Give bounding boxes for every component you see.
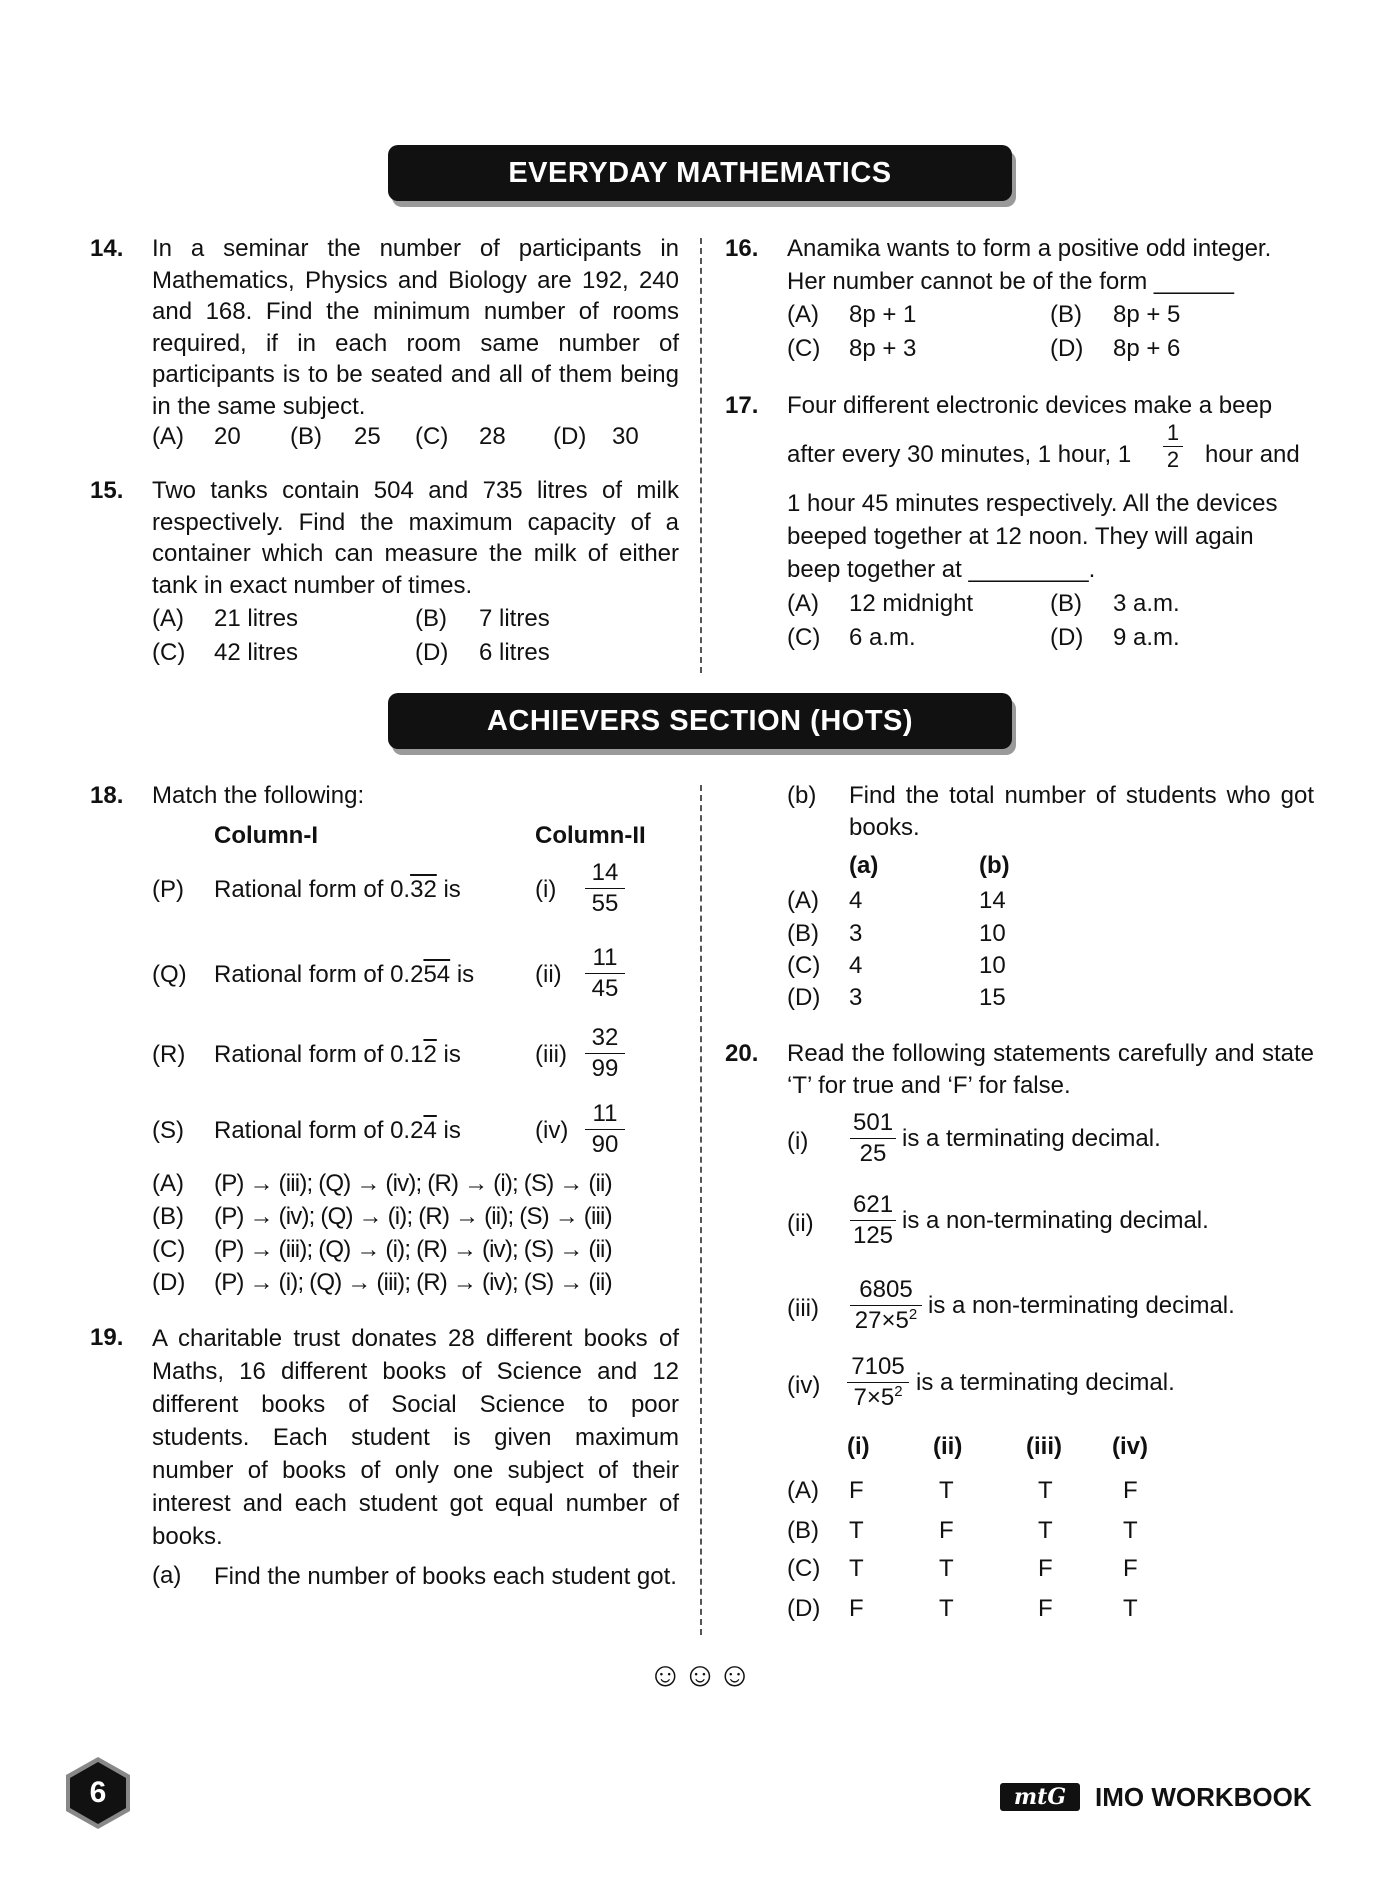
row-label: (P) <box>152 876 184 903</box>
option-label: (B) <box>290 423 322 450</box>
option-value-a: 4 <box>849 952 863 979</box>
option-label: (D) <box>553 423 587 450</box>
question-text: 1 hour 45 minutes respectively. All the devices <box>787 490 1278 517</box>
statement-text: is a non-terminating decimal. <box>928 1292 1235 1319</box>
statement-text: is a terminating decimal. <box>916 1369 1175 1396</box>
option-value: 3 a.m. <box>1113 590 1180 617</box>
question-text: beep together at _________. <box>787 556 1096 583</box>
option-label: (C) <box>787 952 821 979</box>
option-label: (A) <box>152 1170 184 1197</box>
option-label: (C) <box>787 335 821 362</box>
statement-label: (iv) <box>787 1372 821 1399</box>
option-value: 9 a.m. <box>1113 624 1180 651</box>
question-text: Four different electronic devices make a beep <box>787 392 1273 419</box>
repeating-digits: 4 <box>423 1117 437 1144</box>
option-value-b: 14 <box>979 887 1006 914</box>
roman-label: (i) <box>535 876 557 903</box>
option-value-a: 4 <box>849 887 863 914</box>
question-number: 20. <box>725 1040 759 1067</box>
option-cell: T <box>939 1595 954 1622</box>
option-value: 21 litres <box>214 605 299 632</box>
roman-label: (iv) <box>535 1117 569 1144</box>
option-cell: T <box>1038 1517 1053 1544</box>
option-cell: F <box>849 1595 864 1622</box>
question-number: 18. <box>90 782 124 809</box>
fraction: $\frac{11}{90}$ <box>585 1099 625 1160</box>
fraction: $\frac{7105}{7\times 5^2}$ <box>847 1352 909 1413</box>
table-header: (iii) <box>1026 1433 1062 1460</box>
table-header: (i) <box>847 1433 870 1460</box>
column-i-header: Column-I <box>214 822 318 849</box>
section-banner-achievers: ACHIEVERS SECTION (HOTS) <box>388 693 1012 749</box>
smiley-icons: ☺☺☺ <box>648 1656 753 1694</box>
row-label: (Q) <box>152 961 187 988</box>
question-number: 16. <box>725 235 759 262</box>
option-label: (C) <box>152 639 186 666</box>
option-value: 12 midnight <box>849 590 974 617</box>
sub-question-label: (a) <box>152 1562 182 1589</box>
option-cell: F <box>1038 1555 1053 1582</box>
option-value: 8p + 6 <box>1113 335 1181 362</box>
option-cell: T <box>939 1555 954 1582</box>
repeating-digits: 2 <box>423 1041 437 1068</box>
mtg-logo: mtG <box>1000 1783 1080 1811</box>
option-label: (B) <box>415 605 447 632</box>
question-text: Read the following statements carefully and state ‘T’ for true and ‘F’ for false. <box>787 1040 1314 1099</box>
fraction: $\frac{501}{25}$ <box>850 1108 896 1169</box>
option-value: (P) → (iv); (Q) → (i); (R) → (ii); (S) → (iii) <box>214 1203 612 1230</box>
option-cell: F <box>1123 1477 1138 1504</box>
match-row <box>152 1039 185 1071</box>
option-label: (B) <box>787 920 819 947</box>
workbook-title: IMO WORKBOOK <box>1095 1782 1312 1812</box>
question-number: 14. <box>90 235 124 262</box>
fraction: $\frac{32}{99}$ <box>585 1023 625 1084</box>
match-row-text: Rational form of 0.24 is <box>214 1117 461 1144</box>
option-label: (D) <box>415 639 449 666</box>
option-value: 25 <box>354 423 381 450</box>
option-label: (D) <box>152 1269 186 1296</box>
option-label: (B) <box>1050 590 1082 617</box>
section-banner-everyday: EVERYDAY MATHEMATICS <box>388 145 1012 201</box>
option-value-a: 3 <box>849 984 863 1011</box>
statement-label: (iii) <box>787 1295 819 1322</box>
option-value-b: 10 <box>979 920 1006 947</box>
option-value: (P) → (i); (Q) → (iii); (R) → (iv); (S) → (ii) <box>214 1269 612 1296</box>
option-cell: F <box>939 1517 954 1544</box>
match-row <box>152 874 184 906</box>
option-label: (B) <box>152 1203 184 1230</box>
match-row <box>152 959 187 991</box>
option-value: 6 a.m. <box>849 624 916 651</box>
question-text: Her number cannot be of the form ______ <box>787 268 1234 295</box>
repeating-digits: 54 <box>423 961 451 988</box>
match-row <box>152 1115 184 1147</box>
column-ii-header: Column-II <box>535 822 646 849</box>
fraction: $\frac{11}{45}$ <box>585 943 625 1004</box>
statement-label: (ii) <box>787 1210 814 1237</box>
option-label: (B) <box>1050 301 1082 328</box>
option-value-b: 10 <box>979 952 1006 979</box>
fraction: $\frac{621}{125}$ <box>850 1190 896 1251</box>
option-label: (B) <box>787 1517 819 1544</box>
column-divider <box>700 238 702 673</box>
table-header-a: (a) <box>849 852 879 879</box>
question-text: In a seminar the number of participants in Mathematics, Physics and Biology are 192, 240 and 168. Find the minimum number of rooms required, if in each room same number of participants is to be seated and all of them being in the same subject. <box>152 235 679 420</box>
option-value: (P) → (iii); (Q) → (iv); (R) → (i); (S) → (ii) <box>214 1170 612 1197</box>
question-number: 17. <box>725 392 759 419</box>
option-value: 8p + 5 <box>1113 301 1181 328</box>
page-number-badge <box>60 1755 136 1831</box>
sub-question-text: Find the number of books each student got. <box>214 1563 677 1590</box>
option-value: 30 <box>612 423 639 450</box>
option-cell: F <box>1123 1555 1138 1582</box>
option-label: (D) <box>787 984 821 1011</box>
option-label: (A) <box>787 590 819 617</box>
column-divider <box>700 785 702 1635</box>
question-text: hour and <box>1205 441 1300 468</box>
option-cell: T <box>849 1517 864 1544</box>
roman-label: (ii) <box>535 961 562 988</box>
fraction: $\frac{6805}{27\times 5^2}$ <box>850 1275 922 1336</box>
question-text: Match the following: <box>152 782 365 809</box>
option-value: 42 litres <box>214 639 299 666</box>
question-text: Anamika wants to form a positive odd integer. <box>787 235 1272 262</box>
mixed-fraction: $\frac{1}{2}$ <box>1163 420 1183 473</box>
option-label: (C) <box>415 423 449 450</box>
option-cell: T <box>1123 1517 1138 1544</box>
table-header-b: (b) <box>979 852 1010 879</box>
option-cell: F <box>849 1477 864 1504</box>
option-value: 8p + 3 <box>849 335 917 362</box>
option-cell: T <box>939 1477 954 1504</box>
page-number: 6 <box>89 1776 107 1809</box>
statement-label: (i) <box>787 1128 809 1155</box>
option-cell: T <box>849 1555 864 1582</box>
table-header: (ii) <box>933 1433 963 1460</box>
repeating-digits: 32 <box>410 876 437 903</box>
option-label: (C) <box>787 624 821 651</box>
match-row-text: Rational form of 0.12 is <box>214 1041 461 1068</box>
option-cell: T <box>1123 1595 1138 1622</box>
option-value: (P) → (iii); (Q) → (i); (R) → (iv); (S) → (ii) <box>214 1236 612 1263</box>
option-value: 20 <box>214 423 241 450</box>
table-header: (iv) <box>1112 1433 1148 1460</box>
option-value: 7 litres <box>479 605 550 632</box>
match-row-text: Rational form of 0.254 is <box>214 961 475 988</box>
row-label: (R) <box>152 1041 186 1068</box>
option-label: (A) <box>787 1477 819 1504</box>
option-value-a: 3 <box>849 920 863 947</box>
option-label: (A) <box>152 423 184 450</box>
question-text: beeped together at 12 noon. They will again <box>787 523 1254 550</box>
sub-question-text: Find the total number of students who got books. <box>849 782 1314 841</box>
option-label: (A) <box>152 605 184 632</box>
option-label: (C) <box>787 1555 821 1582</box>
option-value: 28 <box>479 423 506 450</box>
question-number: 19. <box>90 1324 124 1351</box>
question-number: 15. <box>90 477 124 504</box>
match-row-text: Rational form of 0.32 is <box>214 876 461 903</box>
option-label: (D) <box>1050 624 1084 651</box>
option-label: (A) <box>787 301 819 328</box>
question-text: Two tanks contain 504 and 735 litres of milk respectively. Find the maximum capacity of a container which can measure the milk of either tank in exact number of times. <box>152 477 679 599</box>
option-value: 8p + 1 <box>849 301 917 328</box>
option-cell: T <box>1038 1477 1053 1504</box>
option-label: (A) <box>787 887 819 914</box>
option-value: 6 litres <box>479 639 550 666</box>
question-text: A charitable trust donates 28 different books of Maths, 16 different books of Science and 12 different books of Social Science to poor students. Each student is given maximum number of books of only one subject of their interest and each student got equal number of books. <box>152 1325 679 1550</box>
option-cell: F <box>1038 1595 1053 1622</box>
statement-text: is a terminating decimal. <box>902 1125 1161 1152</box>
question-text: after every 30 minutes, 1 hour, 1 <box>787 441 1132 468</box>
option-label: (D) <box>787 1595 821 1622</box>
option-value-b: 15 <box>979 984 1006 1011</box>
statement-text: is a non-terminating decimal. <box>902 1207 1209 1234</box>
option-label: (C) <box>152 1236 186 1263</box>
roman-label: (iii) <box>535 1041 567 1068</box>
option-label: (D) <box>1050 335 1084 362</box>
fraction: $\frac{14}{55}$ <box>585 858 625 919</box>
sub-question-label: (b) <box>787 782 817 809</box>
row-label: (S) <box>152 1117 184 1144</box>
